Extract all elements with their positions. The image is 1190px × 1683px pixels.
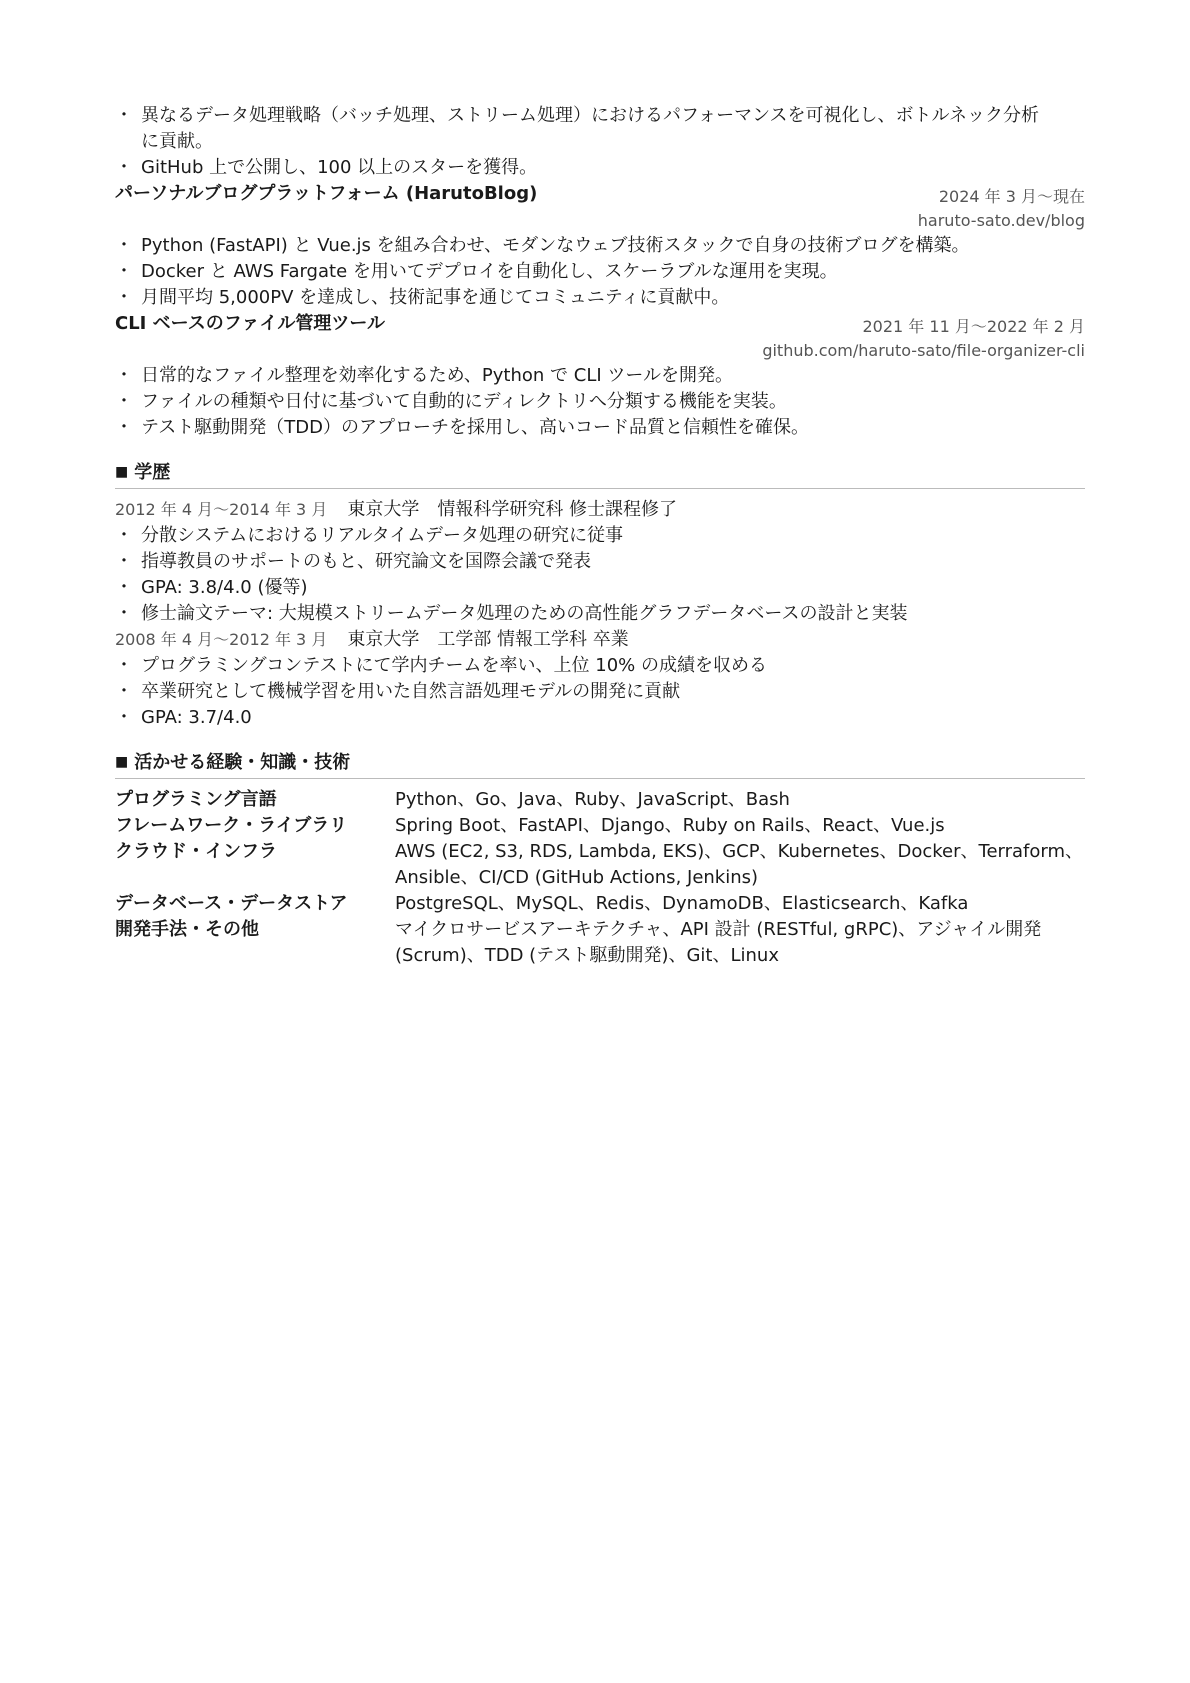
- skill-value: Python、Go、Java、Ruby、JavaScript、Bash: [395, 789, 790, 810]
- skills-section-title: ■ 活かせる経験・知識・技術: [115, 749, 1085, 779]
- list-item: ・ プログラミングコンテストにて学内チームを率い、上位 10% の成績を収める: [115, 653, 1085, 679]
- list-item: ・ 異なるデータ処理戦略（バッチ処理、ストリーム処理）におけるパフォーマンスを可視化し、ボトルネック分析に貢献。: [115, 103, 1085, 155]
- list-item: ・ GitHub 上で公開し、100 以上のスターを獲得。: [115, 155, 1085, 181]
- education-entry: [115, 497, 1085, 627]
- education-section-title: ■ 学歴: [115, 459, 1085, 489]
- skill-label: 開発手法・その他: [115, 919, 259, 940]
- skill-value: マイクロサービスアーキテクチャ、API 設計 (RESTful, gRPC)、アジャイル開発 (Scrum)、TDD (テスト駆動開発)、Git、Linux: [395, 919, 1042, 966]
- skill-label: プログラミング言語: [115, 789, 277, 810]
- project-entry: [115, 311, 1085, 441]
- skill-label: データベース・データストア: [115, 893, 348, 914]
- list-item: ・ ファイルの種類や日付に基づいて自動的にディレクトリへ分類する機能を実装。: [115, 389, 1085, 415]
- education-period: 2008 年 4 月〜2012 年 3 月: [115, 630, 328, 649]
- list-item: ・ 指導教員のサポートのもと、研究論文を国際会議で発表: [115, 549, 1085, 575]
- list-item: ・ 修士論文テーマ: 大規模ストリームデータ処理のための高性能グラフデータベースの設計と実装: [115, 601, 1085, 627]
- education-bullets: [115, 653, 1085, 731]
- skill-label: フレームワーク・ライブラリ: [115, 815, 348, 836]
- skill-value: AWS (EC2, S3, RDS, Lambda, EKS)、GCP、Kubernetes、Docker、Terraform、Ansible、CI/CD (GitHub Actions, Jenkins): [395, 841, 1084, 888]
- resume-page: [115, 103, 1085, 969]
- list-item: ・ GPA: 3.7/4.0: [115, 705, 1085, 731]
- list-item: ・ GPA: 3.8/4.0 (優等): [115, 575, 1085, 601]
- project-link[interactable]: haruto-sato.dev/blog: [917, 211, 1085, 230]
- square-bullet-icon: ■: [115, 754, 129, 770]
- list-item: ・ 分散システムにおけるリアルタイムデータ処理の研究に従事: [115, 523, 1085, 549]
- square-bullet-icon: ■: [115, 464, 129, 480]
- skill-label: クラウド・インフラ: [115, 841, 277, 862]
- project-link[interactable]: github.com/haruto-sato/file-organizer-cli: [762, 341, 1085, 360]
- list-item: ・ テスト駆動開発（TDD）のアプローチを採用し、高いコード品質と信頼性を確保。: [115, 415, 1085, 441]
- education-school: 東京大学 情報科学研究科 修士課程修了: [347, 499, 678, 520]
- project-tail-bullets: [115, 103, 1085, 181]
- list-item: ・ Docker と AWS Fargate を用いてデプロイを自動化し、スケーラブルな運用を実現。: [115, 259, 1085, 285]
- education-entry: [115, 627, 1085, 731]
- project-period: 2021 年 11 月〜2022 年 2 月: [862, 317, 1085, 336]
- project-title: パーソナルブログプラットフォーム (HarutoBlog): [115, 183, 538, 204]
- list-item: ・ Python (FastAPI) と Vue.js を組み合わせ、モダンなウェブ技術スタックで自身の技術ブログを構築。: [115, 233, 1085, 259]
- education-period: 2012 年 4 月〜2014 年 3 月: [115, 500, 328, 519]
- project-bullets: [115, 363, 1085, 441]
- project-entry: [115, 181, 1085, 311]
- education-school: 東京大学 工学部 情報工学科 卒業: [347, 629, 629, 650]
- project-bullets: [115, 233, 1085, 311]
- skill-value: PostgreSQL、MySQL、Redis、DynamoDB、Elasticsearch、Kafka: [395, 893, 969, 914]
- list-item: ・ 卒業研究として機械学習を用いた自然言語処理モデルの開発に貢献: [115, 679, 1085, 705]
- education-bullets: [115, 523, 1085, 627]
- list-item: ・ 月間平均 5,000PV を達成し、技術記事を通じてコミュニティに貢献中。: [115, 285, 1085, 311]
- project-title: CLI ベースのファイル管理ツール: [115, 313, 386, 334]
- list-item: ・ 日常的なファイル整理を効率化するため、Python で CLI ツールを開発。: [115, 363, 1085, 389]
- skill-value: Spring Boot、FastAPI、Django、Ruby on Rails、React、Vue.js: [395, 815, 945, 836]
- skills-table: [115, 787, 1085, 969]
- project-period: 2024 年 3 月〜現在: [938, 187, 1085, 206]
